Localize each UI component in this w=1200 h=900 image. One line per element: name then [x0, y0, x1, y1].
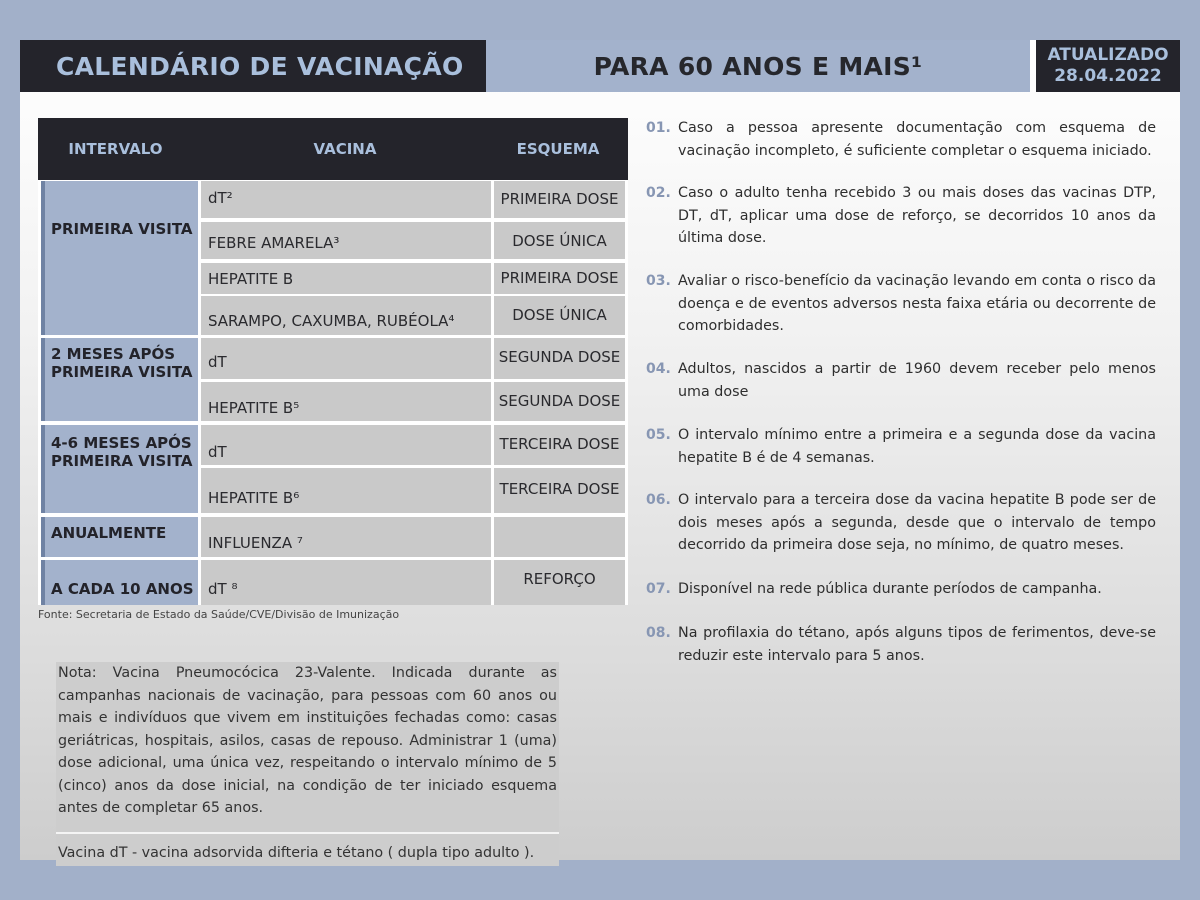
interval-cell [41, 181, 198, 335]
footnote-number: 03. [646, 273, 671, 289]
interval-label: PRIMEIRA VISITA [51, 452, 193, 470]
footnote-item [646, 117, 1156, 162]
page-title [20, 40, 486, 92]
footnote-item [646, 578, 1156, 601]
interval-label: 4-6 MESES APÓS [51, 434, 192, 452]
schedule-cell: DOSE ÚNICA [494, 222, 625, 259]
vaccination-table [38, 118, 628, 605]
schedule-cell: DOSE ÚNICA [494, 296, 625, 335]
footnote-text: Caso o adulto tenha recebido 3 ou mais doses das vacinas DTP, DT, dT, aplicar uma dose de reforço, se decorridos 10 anos da última dose. [678, 185, 1156, 246]
footnote-item [646, 358, 1156, 403]
vaccine-cell: INFLUENZA ⁷ [201, 517, 491, 557]
schedule-cell: PRIMEIRA DOSE [494, 181, 625, 218]
footnote-text: Caso a pessoa apresente documentação com esquema de vacinação incompleto, é suficiente completar o esquema iniciado. [678, 120, 1156, 159]
interval-cell [41, 517, 198, 557]
column-header-vacina: VACINA [313, 140, 377, 158]
footnote-text: O intervalo mínimo entre a primeira e a segunda dose da vacina hepatite B é de 4 semanas. [678, 427, 1156, 466]
vaccine-cell: dT ⁸ [201, 560, 491, 605]
footnote-item [646, 182, 1156, 250]
interval-label: PRIMEIRA VISITA [51, 220, 193, 238]
vaccine-cell: SARAMPO, CAXUMBA, RUBÉOLA⁴ [201, 296, 491, 335]
schedule-cell: REFORÇO [494, 560, 625, 605]
footnote-item [646, 622, 1156, 667]
note-dt-definition: Vacina dT - vacina adsorvida difteria e tétano ( dupla tipo adulto ). [58, 844, 535, 861]
footnote-text: Na profilaxia do tétano, após alguns tipos de ferimentos, deve-se reduzir este intervalo para 5 anos. [678, 625, 1156, 664]
footnote-text: Adultos, nascidos a partir de 1960 devem receber pelo menos uma dose [678, 361, 1156, 400]
vaccine-cell: dT [201, 425, 491, 465]
interval-cell [41, 338, 198, 421]
interval-cell [41, 425, 198, 513]
footnote-number: 06. [646, 492, 671, 508]
table-source: Fonte: Secretaria de Estado da Saúde/CVE/Divisão de Imunização [38, 608, 400, 621]
footnote-number: 01. [646, 120, 671, 136]
footnote-text: O intervalo para a terceira dose da vacina hepatite B pode ser de dois meses após a segunda, desde que o intervalo de tempo decorrido da primeira dose seja, no mínimo, de quatro meses. [678, 492, 1156, 553]
schedule-cell: SEGUNDA DOSE [494, 382, 625, 421]
page-title-text: CALENDÁRIO DE VACINAÇÃO [56, 51, 464, 81]
footnote-number: 02. [646, 185, 671, 201]
interval-cell [41, 560, 198, 605]
footnote-text: Disponível na rede pública durante períodos de campanha. [678, 581, 1102, 597]
schedule-cell: TERCEIRA DOSE [494, 468, 625, 513]
page-subtitle [486, 40, 1030, 92]
table-header [38, 118, 628, 180]
footnote-item [646, 489, 1156, 557]
vaccine-cell: FEBRE AMARELA³ [201, 222, 491, 259]
schedule-cell: TERCEIRA DOSE [494, 425, 625, 465]
schedule-cell [494, 517, 625, 557]
updated-date: 28.04.2022 [1054, 66, 1162, 86]
vaccine-cell: HEPATITE B⁶ [201, 468, 491, 513]
note-box [56, 662, 559, 866]
vaccine-cell: HEPATITE B [201, 263, 491, 294]
footnote-item [646, 270, 1156, 338]
updated-label: ATUALIZADO [1047, 45, 1169, 65]
interval-label: A CADA 10 ANOS [51, 580, 194, 598]
footnote-item [646, 424, 1156, 469]
interval-label: PRIMEIRA VISITA [51, 363, 193, 381]
vaccine-cell: dT [201, 338, 491, 379]
footnote-number: 05. [646, 427, 671, 443]
page-subtitle-text: PARA 60 ANOS E MAIS¹ [593, 51, 923, 81]
schedule-cell: SEGUNDA DOSE [494, 338, 625, 379]
footnote-text: Avaliar o risco-benefício da vacinação levando em conta o risco da doença e de eventos adversos nesta faixa etária ou decorrente de comorbidades. [678, 273, 1156, 334]
footnote-number: 07. [646, 581, 671, 597]
vaccine-cell: HEPATITE B⁵ [201, 382, 491, 421]
column-header-intervalo: INTERVALO [68, 140, 163, 158]
vaccine-cell: dT² [201, 181, 491, 218]
note-pneumococcal: Nota: Vacina Pneumocócica 23-Valente. Indicada durante as campanhas nacionais de vacinação, para pessoas com 60 anos ou mais e indivíduos que vivem em instituições fechadas como: casas geriátricas, hospitais, asilos, casas de repouso. Administrar 1 (uma) dose adicional, uma única vez, respeitando o intervalo mínimo de 5 (cinco) anos da dose inicial, na condição de ter iniciado esquema antes de completar 65 anos. [56, 662, 559, 834]
interval-label: ANUALMENTE [51, 524, 167, 542]
footnote-number: 08. [646, 625, 671, 641]
interval-label: 2 MESES APÓS [51, 345, 176, 363]
column-header-esquema: ESQUEMA [516, 140, 600, 158]
updated-badge [1036, 40, 1180, 92]
schedule-cell: PRIMEIRA DOSE [494, 263, 625, 294]
footnote-number: 04. [646, 361, 671, 377]
